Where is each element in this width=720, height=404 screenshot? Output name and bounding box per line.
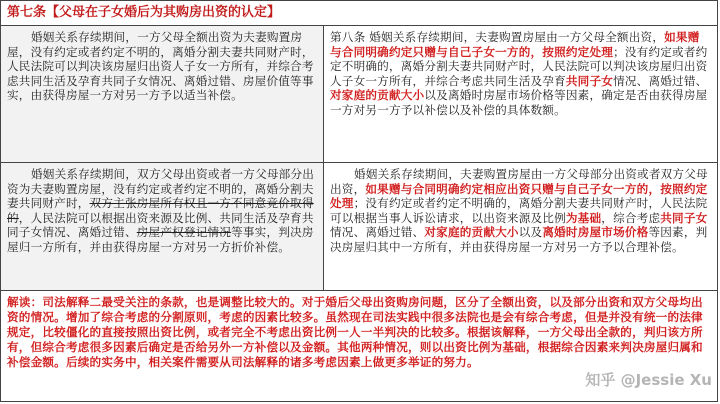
np2-j: 离婚时房屋市场价格 bbox=[542, 225, 649, 240]
np2-g: 情况、离婚过错、 bbox=[330, 225, 425, 240]
np1-f: 对家庭的贡献大小 bbox=[330, 88, 425, 103]
new-provision-1 bbox=[324, 26, 718, 163]
table-row bbox=[1, 26, 718, 163]
np2-f: 共同子女 bbox=[660, 210, 708, 225]
np1-g: 以及离婚时房屋市场价格等因素，确定是否由获得房屋一方对另一方予以补偿以及补偿的具体数额。 bbox=[330, 88, 708, 117]
table-row bbox=[1, 163, 718, 300]
np1-e: 情况、离婚过错、 bbox=[613, 73, 708, 88]
np2-e: ，综合考虑 bbox=[601, 210, 661, 225]
op2-d: 房屋产权登记情况 bbox=[136, 225, 232, 240]
np2-d: 为基础 bbox=[565, 210, 602, 225]
np1-a: 第八条 婚姻关系存续期间，夫妻购置房屋由一方父母全额出资， bbox=[330, 30, 665, 44]
np1-c: ；没有约定或者约定不明确的，离婚分割夫妻共同财产时，人民法院可以判决该房屋归出资人子女一方所有，并综合考虑共同生活及孕育 bbox=[330, 44, 708, 88]
comparison-table bbox=[0, 25, 718, 300]
commentary-text: 解读：司法解释二最受关注的条款，也是调整比较大的。对于婚后父母出资购房问题，区分了全额出资，以及部分出资和双方父母均出资的情况。增加了综合考虑的分割原则，考虑的因素比较多。虽然现在司法实践中很多法院也是会有综合考虑，但是并没有统一的法律规定，比较僵化的直接按照出资比例，或者完全不考虑出资比例一人一半判决的比较多。根据该解释，一方父母出全款的，判归该方所有，但综合考虑很多因素后确定是否给另外一方补偿以及金额。其他两种情况，则以出资比例为基础，根据综合因素来判决房屋归属和补偿金额。后续的实务中，相关案件需要从司法解释的诸多考虑因素上做更多举证的努力。 bbox=[7, 295, 703, 369]
op2-b: 双方主张房屋所有权且一方不同意竞价取得的 bbox=[7, 196, 314, 225]
np2-i: 以及 bbox=[518, 225, 543, 240]
old-provision-1 bbox=[1, 26, 324, 163]
watermark: 知乎 @Jessie Xu bbox=[585, 371, 712, 389]
old-provision-2 bbox=[1, 163, 324, 300]
op2-a: 婚姻关系存续期间，双方父母出资或者一方父母部分出资为夫妻购置房屋，没有约定或者约定不明的，离婚分割夫妻共同财产时， bbox=[7, 167, 315, 211]
old-provision-1-text: 婚姻关系存续期间，一方父母全额出资为夫妻购置房屋，没有约定或者约定不明的，离婚分割夫妻共同财产时，人民法院可以判决该房屋归出资人子女一方所有，并综合考虑共同生活及孕育共同子女情况、离婚过错、房屋价值等事实，由获得房屋一方对另一方予以适当补偿。 bbox=[7, 30, 314, 103]
np2-c: ；没有约定或者约定不明确的，离婚分割夫妻共同财产时，人民法院可以根据当事人诉讼请求，以出资来源及比例 bbox=[330, 196, 708, 225]
np1-d: 共同子女 bbox=[565, 73, 614, 88]
op2-c: ，人民法院可以根据出资来源及比例、共同生活及孕育共同子女情况、离婚过错、 bbox=[7, 210, 314, 240]
new-provision-2 bbox=[324, 163, 718, 300]
np2-b: 如果赠与合同明确约定相应出资只赠与自己子女一方的，按照约定处理 bbox=[330, 181, 708, 211]
np2-k: 等因素，判决房屋归其中一方所有，并由获得房屋一方对另一方予以合理补偿。 bbox=[330, 225, 708, 254]
article-title: 第七条【父母在子女婚后为其购房出资的认定】 bbox=[0, 0, 718, 26]
np2-a: 婚姻关系存续期间，夫妻购置房屋由一方父母部分出资或者双方父母出资， bbox=[330, 167, 708, 196]
np2-h: 对家庭的贡献大小 bbox=[424, 225, 519, 240]
np1-b: 如果赠与合同明确约定只赠与自己子女一方的，按照约定处理 bbox=[330, 30, 700, 59]
op2-e: 等事实，判决房屋归一方所有，并由获得房屋一方对另一方折价补偿。 bbox=[7, 225, 314, 254]
